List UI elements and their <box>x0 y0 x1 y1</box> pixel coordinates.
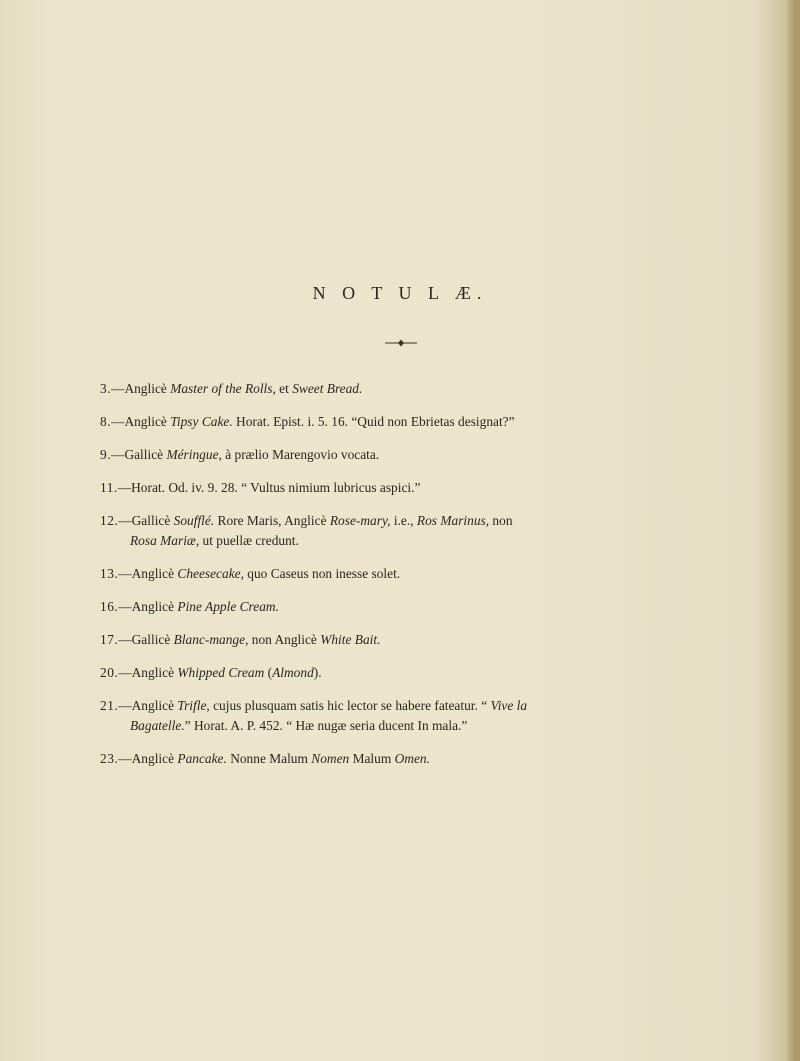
notes-list <box>100 379 660 782</box>
note-12 <box>100 511 660 551</box>
note-text: —Anglicè <box>118 698 178 713</box>
note-text: , et <box>272 381 293 396</box>
note-text: non <box>489 513 513 528</box>
note-text: , à prælio Marengovio vocata. <box>218 447 380 462</box>
note-23 <box>100 749 660 769</box>
note-term: Almond <box>272 665 314 680</box>
page-edge-shadow <box>786 0 800 1061</box>
note-number: 8. <box>100 414 112 429</box>
note-term: White Bait. <box>320 632 381 647</box>
note-term: Bagatelle. <box>130 718 185 733</box>
note-9 <box>100 445 660 465</box>
note-continuation <box>100 716 660 736</box>
note-8 <box>100 412 660 432</box>
note-text: Rore Maris, Anglicè <box>214 513 330 528</box>
note-text: ). <box>313 665 322 680</box>
note-text: —Anglicè <box>111 414 171 429</box>
note-number: 12. <box>100 513 119 528</box>
note-term: Sweet Bread. <box>292 381 363 396</box>
note-term: Vive la <box>490 698 528 713</box>
note-term: Pine Apple Cream. <box>177 599 279 614</box>
note-text: —Gallicè <box>111 447 167 462</box>
note-term: Pancake. <box>177 751 227 766</box>
note-term: Master of the Rolls <box>170 381 273 396</box>
note-term: Rose-mary, <box>329 513 391 528</box>
note-text: i.e., <box>390 513 417 528</box>
note-text: , non Anglicè <box>245 632 321 647</box>
note-term: Trifle <box>177 698 207 713</box>
note-number: 17. <box>100 632 119 647</box>
page-title: N O T U L Æ. <box>312 283 488 303</box>
note-number: 13. <box>100 566 119 581</box>
note-13 <box>100 564 660 584</box>
note-11 <box>100 478 660 498</box>
note-text: , quo Caseus non inesse solet. <box>240 566 401 581</box>
note-text: Malum <box>349 751 395 766</box>
note-text: ( <box>264 665 273 680</box>
note-21 <box>100 696 660 736</box>
note-number: 16. <box>100 599 119 614</box>
note-term: Méringue <box>166 447 219 462</box>
note-text: —Gallicè <box>118 632 174 647</box>
note-number: 23. <box>100 751 119 766</box>
note-number: 21. <box>100 698 119 713</box>
note-20 <box>100 663 660 683</box>
note-text: Horat. Epist. i. 5. 16. “Quid non Ebrietas designat?” <box>232 414 515 429</box>
note-text: , cujus plusquam satis hic lector se habere fateatur. “ <box>206 698 491 713</box>
note-term: Whipped Cream <box>177 665 265 680</box>
note-3 <box>100 379 660 399</box>
note-number: 20. <box>100 665 119 680</box>
note-term: Soufflé. <box>173 513 215 528</box>
note-text: , ut puellæ credunt. <box>195 533 299 548</box>
note-16 <box>100 597 660 617</box>
note-term: Rosa Mariæ <box>130 533 196 548</box>
note-term: Omen. <box>394 751 430 766</box>
note-term: Ros Marinus, <box>416 513 490 528</box>
dash-ornament-icon <box>385 339 417 347</box>
note-number: 3. <box>100 381 112 396</box>
note-term: Nomen <box>311 751 350 766</box>
note-text: —Horat. Od. iv. 9. 28. “ Vultus nimium lubricus aspici.” <box>117 480 421 495</box>
note-text: —Anglicè <box>118 751 178 766</box>
note-term: Blanc-mange <box>173 632 246 647</box>
note-text: —Anglicè <box>118 665 178 680</box>
note-continuation <box>100 531 660 551</box>
note-term: Cheesecake <box>177 566 241 581</box>
note-term: Tipsy Cake. <box>170 414 233 429</box>
note-text: —Anglicè <box>111 381 171 396</box>
note-text: ” Horat. A. P. 452. “ Hæ nugæ seria ducent In mala.” <box>184 718 468 733</box>
note-number: 11. <box>100 480 118 495</box>
note-number: 9. <box>100 447 112 462</box>
note-text: —Anglicè <box>118 599 178 614</box>
note-17 <box>100 630 660 650</box>
note-text: —Gallicè <box>118 513 174 528</box>
note-text: Nonne Malum <box>226 751 312 766</box>
note-text: —Anglicè <box>118 566 178 581</box>
